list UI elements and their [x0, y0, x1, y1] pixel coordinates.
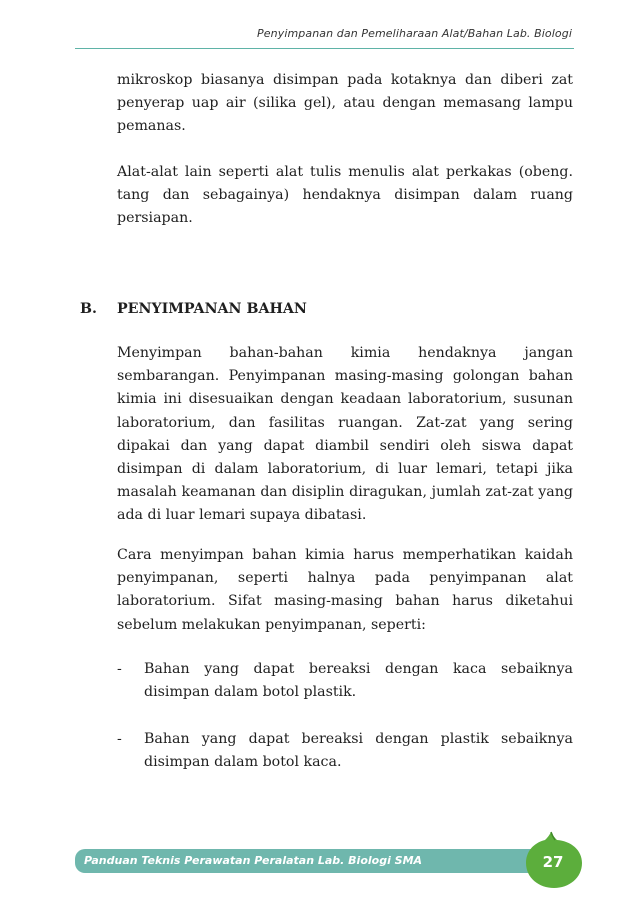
list-item-text: Bahan yang dapat bereaksi dengan kaca sebaiknya disimpan dalam botol plastik.: [144, 661, 573, 701]
list-item-text: Bahan yang dapat bereaksi dengan plastik sebaiknya disimpan dalam botol kaca.: [144, 731, 573, 771]
paragraph-microscope-storage: mikroskop biasanya disimpan pada kotaknya dan diberi zat penyerap uap air (silika gel), atau dengan memasang lampu pemanas.: [117, 72, 573, 135]
list-dash: -: [117, 661, 122, 677]
list-dash: -: [117, 731, 122, 747]
page-number: 27: [542, 853, 564, 871]
paragraph-chemical-storage: Menyimpan bahan-bahan kimia hendaknya jangan sembarangan. Penyimpanan masing-masing golongan bahan kimia ini disesuaikan dengan keadaan laboratorium, susunan laboratorium, dan fasilitas ruangan. Zat-zat yang sering dipakai dan yang dapat diambil sendiri oleh siswa dapat disimpan di dalam laboratorium, di luar lemari, tetapi jika masalah keamanan dan disiplin diragukan, jumlah zat-zat yang ada di luar lemari supaya dibatasi.: [117, 345, 573, 524]
header-divider: [75, 48, 574, 49]
paragraph-storage-rules: Cara menyimpan bahan kimia harus memperhatikan kaidah penyimpanan, seperti halnya pada penyimpanan alat laboratorium. Sifat masing-masing bahan harus diketahui sebelum melakukan penyimpanan, seperti:: [117, 547, 573, 633]
section-letter: B.: [80, 301, 97, 317]
paragraph-other-tools: Alat-alat lain seperti alat tulis menulis alat perkakas (obeng. tang dan sebagainya) hendaknya disimpan dalam ruang persiapan.: [117, 164, 573, 227]
section-title: PENYIMPANAN BAHAN: [117, 301, 307, 317]
footer-title: Panduan Teknis Perawatan Peralatan Lab. Biologi SMA: [84, 854, 423, 867]
running-header: Penyimpanan dan Pemeliharaan Alat/Bahan Lab. Biologi: [257, 27, 572, 40]
